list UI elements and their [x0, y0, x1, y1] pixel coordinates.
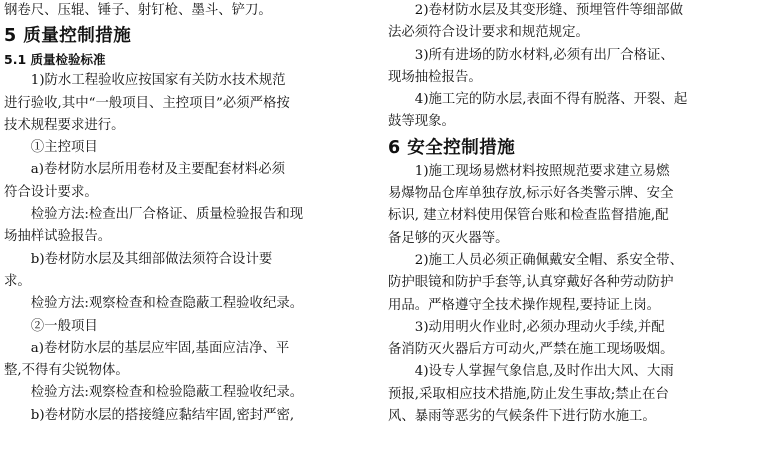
- paragraph-acceptance: 1)防水工程验收应按国家有关防水技术规范 进行验收,其中“一般项目、主控项目”必须严格按 技术规程要求进行。: [4, 73, 290, 133]
- section-5-title: 5 质量控制措施: [4, 26, 132, 47]
- left-column: [4, 0, 360, 427]
- paragraph-item-4: 4)施工完的防水层,表面不得有脱落、开裂、起 鼓等现象。: [388, 92, 688, 130]
- main-items-label: ①主控项目: [30, 140, 98, 156]
- paragraph-main-b-check: 检验方法:观察检查和检查隐蔽工程验收纪录。: [30, 296, 304, 312]
- paragraph-main-a: a)卷材防水层所用卷材及主要配套材料必须 符合设计要求。: [4, 162, 286, 200]
- paragraph-safety-1: 1)施工现场易燃材料按照规范要求建立易燃 易爆物品仓库单独存放,标示好各类警示牌、安全 标识, 建立材料使用保管台账和检查监督措施,配 备足够的灭火器等。: [388, 163, 674, 246]
- paragraph-item-2: 2)卷材防水层及其变形缝、预埋管件等细部做 法必须符合设计要求和规范规定。: [388, 3, 683, 41]
- section-5-1-title: 5.1 质量检验标准: [4, 52, 106, 68]
- paragraph-main-b: b)卷材防水层及其细部做法须符合设计要 求。: [4, 251, 273, 289]
- paragraph-general-a-check: 检验方法:观察检查和检验隐蔽工程验收纪录。: [30, 385, 304, 401]
- paragraph-item-3: 3)所有进场的防水材料,必须有出厂合格证、 现场抽检报告。: [388, 47, 674, 85]
- paragraph-general-b: b)卷材防水层的搭接缝应黏结牢固,密封严密,: [30, 407, 295, 423]
- paragraph-main-a-check: 检验方法:检查出厂合格证、质量检验报告和现 场抽样试验报告。: [4, 207, 304, 245]
- right-column: [388, 0, 754, 428]
- intro-line: 钢卷尺、压辊、锤子、射钉枪、墨斗、铲刀。: [4, 3, 272, 18]
- paragraph-general-a: a)卷材防水层的基层应牢固,基面应洁净、平 整,不得有尖锐物体。: [4, 340, 290, 379]
- paragraph-safety-2: 2)施工人员必须正确佩戴安全帽、系安全带、 防护眼镜和防护手套等,认真穿戴好各种劳动防护 用品。严格遵守全技术操作规程,要持证上岗。: [388, 252, 683, 313]
- general-items-label: ②一般项目: [30, 318, 98, 334]
- section-6-title: 6 安全控制措施: [388, 137, 516, 158]
- paragraph-safety-4: 4)设专人掌握气象信息,及时作出大风、大雨 预报,采取相应技术措施,防止发生事故;禁止在台 风、暴雨等恶劣的气候条件下进行防水施工。: [388, 364, 674, 425]
- paragraph-safety-3: 3)动用明火作业时,必须办理动火手续,并配 备消防灭火器后方可动火,严禁在施工现场吸烟。: [388, 319, 674, 358]
